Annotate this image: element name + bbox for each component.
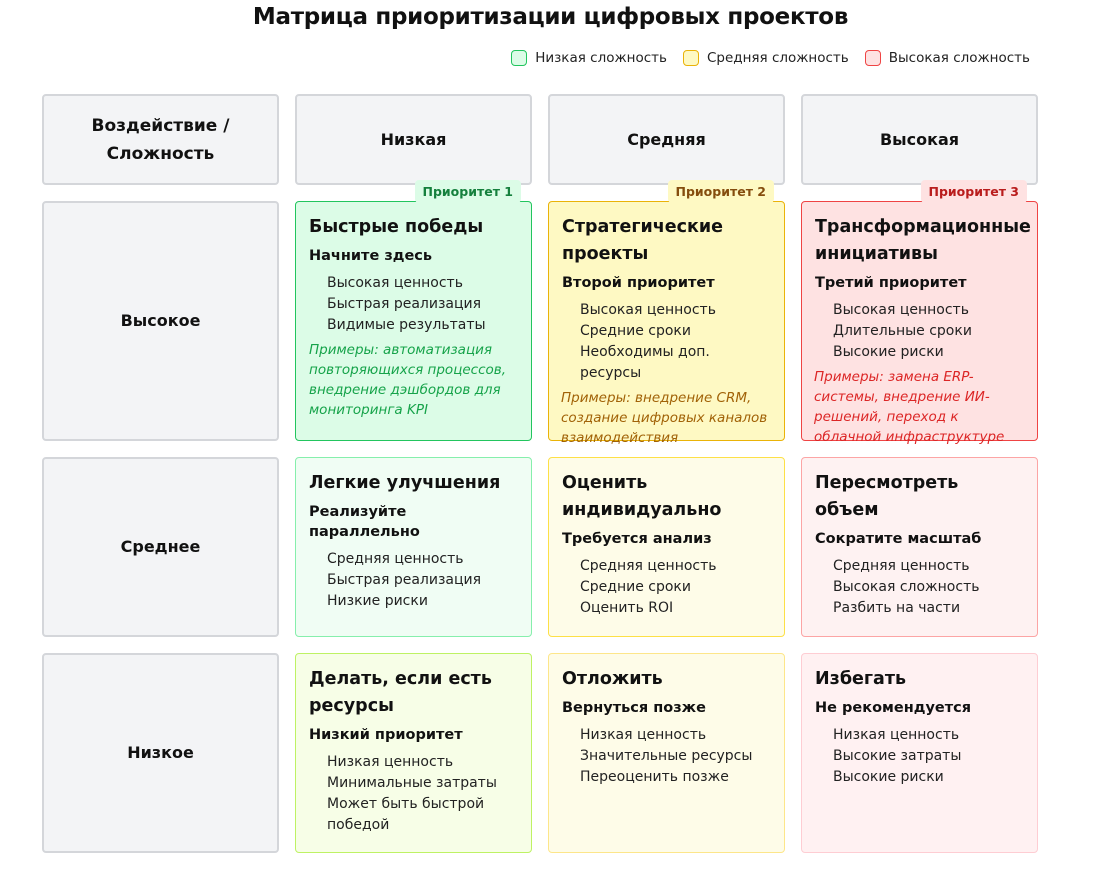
legend (495, 50, 1030, 66)
legend-swatch-medium (683, 50, 699, 66)
list-item: Быстрая реализация (327, 296, 482, 312)
quadrant-easy-improvements (295, 457, 532, 637)
list-item: Низкая ценность (580, 727, 707, 743)
list-item: Низкие риски (327, 593, 428, 609)
list-item: Необходимы доп. ресурсы (580, 344, 710, 381)
list-item: Высокая ценность (580, 302, 716, 318)
quadrant-do-if-resources (295, 653, 532, 853)
corner-line-1: Воздействие / (91, 115, 230, 136)
list-item: Высокая ценность (327, 275, 463, 291)
quadrant-subtitle: Второй приоритет (562, 275, 715, 291)
quadrant-list (309, 752, 519, 836)
list-item: Видимые результаты (327, 317, 486, 333)
list-item: Оценить ROI (580, 600, 674, 616)
list-item: Средние сроки (580, 323, 691, 339)
row-header-low: Низкое (42, 653, 279, 853)
quadrant-subtitle: Низкий приоритет (309, 727, 463, 743)
quadrant-title: Отложить (562, 669, 663, 689)
quadrant-subtitle: Не рекомендуется (815, 700, 972, 716)
quadrant-title: Делать, если есть ресурсы (309, 669, 492, 716)
priority-badge-3: Приоритет 3 (921, 180, 1027, 203)
quadrant-subtitle: Требуется анализ (562, 531, 712, 547)
column-header-low: Низкая (295, 94, 532, 185)
list-item: Может быть быстрой победой (327, 796, 485, 833)
list-item: Средние сроки (580, 579, 691, 595)
quadrant-example: Примеры: замена ERP-системы, внедрение ИИ-решений, переход к облачной инфраструктуре (814, 369, 1005, 445)
quadrant-strategic-projects (548, 184, 785, 446)
list-item: Высокая сложность (833, 579, 980, 595)
column-header-medium: Средняя (548, 94, 785, 185)
quadrant-transformational-initiatives (801, 184, 1038, 445)
list-item: Высокие риски (833, 344, 944, 360)
list-item: Переоценить позже (580, 769, 729, 785)
quadrant-subtitle: Реализуйте параллельно (309, 504, 420, 540)
legend-label-low: Низкая сложность (535, 50, 667, 66)
row-header-medium: Среднее (42, 457, 279, 637)
list-item: Высокая ценность (833, 302, 969, 318)
list-item: Высокие риски (833, 769, 944, 785)
corner-line-2: Сложность (106, 143, 215, 164)
list-item: Значительные ресурсы (580, 748, 753, 764)
page-title: Матрица приоритизации цифровых проектов (252, 4, 849, 30)
priority-badge-2: Приоритет 2 (668, 180, 774, 203)
quadrant-title: Избегать (815, 669, 907, 689)
list-item: Средняя ценность (833, 558, 970, 574)
quadrant-postpone (548, 653, 785, 853)
quadrant-list (309, 273, 519, 336)
row-header-high: Высокое (42, 201, 279, 441)
quadrant-subtitle: Сократите масштаб (815, 531, 982, 547)
quadrant-review-scope (801, 457, 1038, 637)
quadrant-quick-wins (295, 184, 532, 441)
legend-label-high: Высокая сложность (888, 50, 1030, 66)
quadrant-subtitle: Начните здесь (309, 248, 433, 264)
quadrant-title: Быстрые победы (309, 217, 484, 237)
quadrant-evaluate-individually (548, 457, 785, 637)
quadrant-avoid (801, 653, 1038, 853)
list-item: Низкая ценность (327, 754, 454, 770)
quadrant-list (815, 556, 1025, 619)
quadrant-list (309, 549, 519, 612)
corner-header (42, 94, 279, 185)
quadrant-title: Стратегические проекты (562, 217, 724, 264)
quadrant-subtitle: Третий приоритет (815, 275, 967, 291)
list-item: Низкая ценность (833, 727, 960, 743)
list-item: Разбить на части (833, 600, 961, 616)
legend-label-medium: Средняя сложность (706, 50, 849, 66)
quadrant-example: Примеры: автоматизация повторяющихся процессов, внедрение дэшбордов для мониторинга KPI (309, 342, 507, 418)
quadrant-list (562, 300, 772, 384)
quadrant-example: Примеры: внедрение CRM, создание цифровых каналов взаимодействия (561, 390, 768, 446)
quadrant-list (815, 300, 1025, 363)
legend-swatch-high (865, 50, 881, 66)
quadrant-list (562, 556, 772, 619)
quadrant-title: Пересмотреть объем (815, 473, 959, 520)
quadrant-title: Трансформационные инициативы (815, 217, 1031, 264)
column-header-high: Высокая (801, 94, 1038, 185)
list-item: Высокие затраты (833, 748, 962, 764)
quadrant-list (562, 725, 772, 788)
list-item: Минимальные затраты (327, 775, 497, 791)
quadrant-subtitle: Вернуться позже (562, 700, 706, 716)
list-item: Длительные сроки (833, 323, 972, 339)
legend-swatch-low (511, 50, 527, 66)
list-item: Средняя ценность (580, 558, 717, 574)
quadrant-title: Легкие улучшения (309, 473, 501, 493)
priority-badge-1: Приоритет 1 (415, 180, 521, 203)
list-item: Средняя ценность (327, 551, 464, 567)
list-item: Быстрая реализация (327, 572, 482, 588)
quadrant-list (815, 725, 1025, 788)
legend-item-low (511, 50, 667, 66)
quadrant-title: Оценить индивидуально (562, 473, 722, 520)
legend-item-high (865, 50, 1030, 66)
legend-item-medium (683, 50, 849, 66)
